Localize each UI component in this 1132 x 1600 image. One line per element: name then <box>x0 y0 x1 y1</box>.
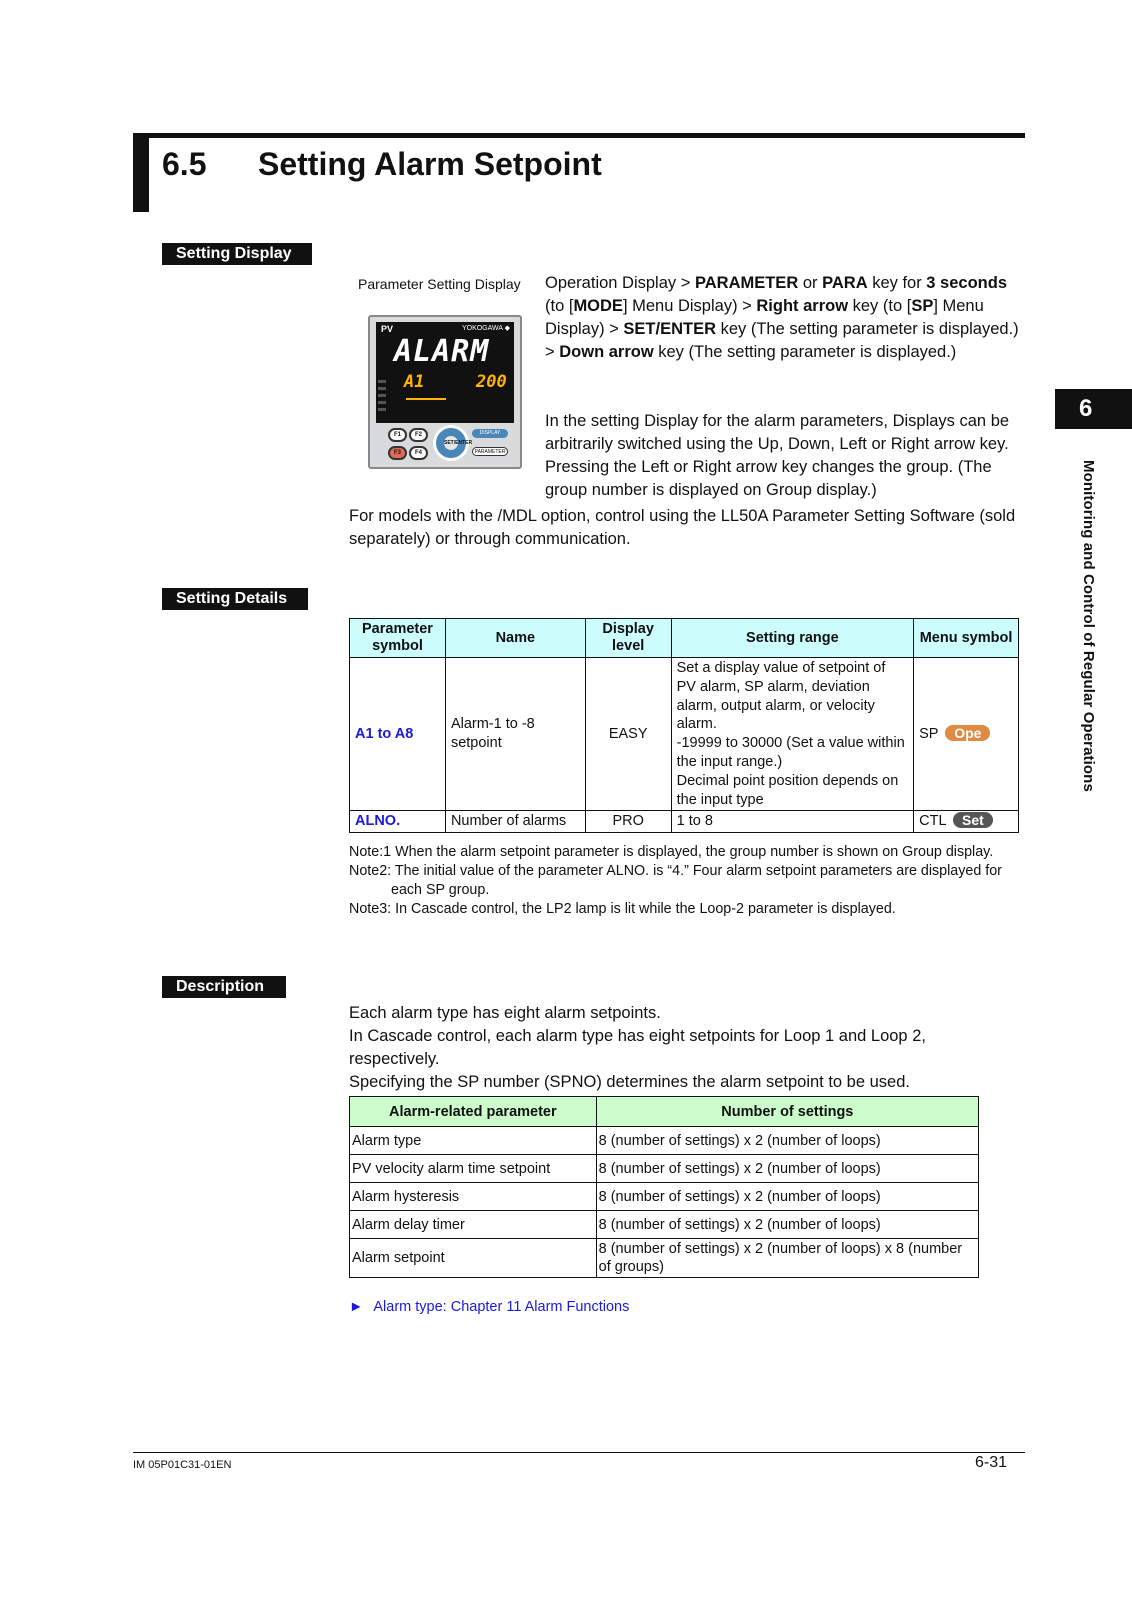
table-header-row <box>350 619 1019 658</box>
table-row <box>350 658 1019 811</box>
arrow-dial <box>433 425 473 461</box>
table-row: Alarm delay timer 8 (number of settings) x 2 (number of loops) <box>350 1211 979 1239</box>
header-number-of-settings: Number of settings <box>596 1097 978 1127</box>
alarm-settings-table <box>349 1096 979 1278</box>
notes <box>349 843 1024 919</box>
arrow-right-icon: ► <box>349 1299 364 1315</box>
document-id: IM 05P01C31-01EN <box>133 1459 232 1471</box>
note-1: Note:1 When the alarm setpoint parameter is displayed, the group number is shown on Group display. <box>349 844 994 860</box>
device-caption: Parameter Setting Display <box>358 276 521 292</box>
table-row: Alarm hysteresis 8 (number of settings) x 2 (number of loops) <box>350 1183 979 1211</box>
parameter-key: PARAMETER <box>472 447 508 456</box>
parameter-symbol: ALNO. <box>350 811 446 833</box>
title-rule <box>133 133 1025 138</box>
status-leds <box>378 380 388 415</box>
header-setting-range: Setting range <box>671 619 913 658</box>
device-screen <box>376 322 514 423</box>
display-level: PRO <box>585 811 671 833</box>
parameter-name: Alarm-1 to -8 setpoint <box>445 658 585 811</box>
footer-rule <box>133 1452 1025 1453</box>
header-alarm-parameter: Alarm-related parameter <box>350 1097 597 1127</box>
parameter-symbol: A1 to A8 <box>350 658 446 811</box>
device-keypad <box>376 425 514 463</box>
title-bar <box>133 133 149 212</box>
chapter-tab[interactable]: 6 <box>1055 389 1132 429</box>
pv-indicator: PV <box>381 324 394 334</box>
controller-image <box>368 315 522 469</box>
section-number: 6.5 <box>162 146 207 182</box>
mdl-paragraph: For models with the /MDL option, control using the LL50A Parameter Setting Software (sold separately) or through communication. <box>349 507 1016 548</box>
header-display-level: Display level <box>585 619 671 658</box>
header-parameter-symbol: Parameter symbol <box>350 619 446 658</box>
table-row: Alarm type 8 (number of settings) x 2 (number of loops) <box>350 1127 979 1155</box>
menu-symbol: SP Ope <box>914 658 1019 811</box>
f2-key: F2 <box>409 428 428 442</box>
header-menu-symbol: Menu symbol <box>914 619 1019 658</box>
display-key: DISPLAY <box>472 429 508 438</box>
table-header-row <box>350 1097 979 1127</box>
setting-details-table <box>349 618 1019 833</box>
parameter-name: Number of alarms <box>445 811 585 833</box>
setting-range: Set a display value of setpoint of PV alarm, SP alarm, deviation alarm, output alarm, or velocity alarm. -19999 to 30000 (Set a value within the input range.) Decimal point position depends on the input type <box>671 658 913 811</box>
header-name: Name <box>445 619 585 658</box>
page-number: 6-31 <box>975 1454 1008 1471</box>
f1-key: F1 <box>388 428 407 442</box>
display-level: EASY <box>585 658 671 811</box>
setting-details-label: Setting Details <box>162 588 308 610</box>
alarm-functions-link[interactable]: ► Alarm type: Chapter 11 Alarm Functions <box>349 1299 630 1315</box>
device-value-display: 200 <box>476 372 507 392</box>
switching-paragraph: In the setting Display for the alarm parameters, Displays can be arbitrarily switched using the Up, Down, Left or Right arrow key. Pressing the Left or Right arrow key changes the group. (The group number is displayed on Group display.) <box>545 412 1010 499</box>
chapter-side-title: Monitoring and Control of Regular Operations <box>1080 460 1097 792</box>
bar-indicator <box>406 398 446 400</box>
device-main-display: ALARM <box>394 334 490 369</box>
description-label: Description <box>162 976 286 998</box>
note-3: Note3: In Cascade control, the LP2 lamp is lit while the Loop-2 parameter is displayed. <box>349 901 896 917</box>
note-2: Note2: The initial value of the parameter ALNO. is “4.” Four alarm setpoint parameters are displayed for each SP group. <box>349 863 1002 898</box>
f3-key: F3 <box>388 446 407 460</box>
set-enter-key: SET/ENTER <box>444 436 458 450</box>
set-badge: Set <box>953 812 993 828</box>
menu-symbol: CTL Set <box>914 811 1019 833</box>
table-row: Alarm setpoint 8 (number of settings) x 2 (number of loops) x 8 (number of groups) <box>350 1239 979 1278</box>
brand-logo: YOKOGAWA ◆ <box>461 325 510 332</box>
setting-display-label: Setting Display <box>162 243 312 265</box>
f4-key: F4 <box>409 446 428 460</box>
operation-steps: Operation Display > PARAMETER or PARA key for 3 seconds (to [MODE] Menu Display) > Right arrow key (to [SP] Menu Display) > SET/ENTER key (The setting parameter is displayed.) > Down arrow key (The setting parameter is displayed.) <box>545 274 1019 361</box>
description-text: Each alarm type has eight alarm setpoints. In Cascade control, each alarm type has eight setpoints for Loop 1 and Loop 2, respectively. Specifying the SP number (SPNO) determines the alarm setpoint to be used. <box>349 1004 926 1091</box>
setting-range: 1 to 8 <box>671 811 913 833</box>
table-row: PV velocity alarm time setpoint 8 (number of settings) x 2 (number of loops) <box>350 1155 979 1183</box>
ope-badge: Ope <box>945 725 990 741</box>
page-title: Setting Alarm Setpoint <box>258 146 602 182</box>
table-row <box>350 811 1019 833</box>
device-sub-display: A1 <box>404 372 425 392</box>
